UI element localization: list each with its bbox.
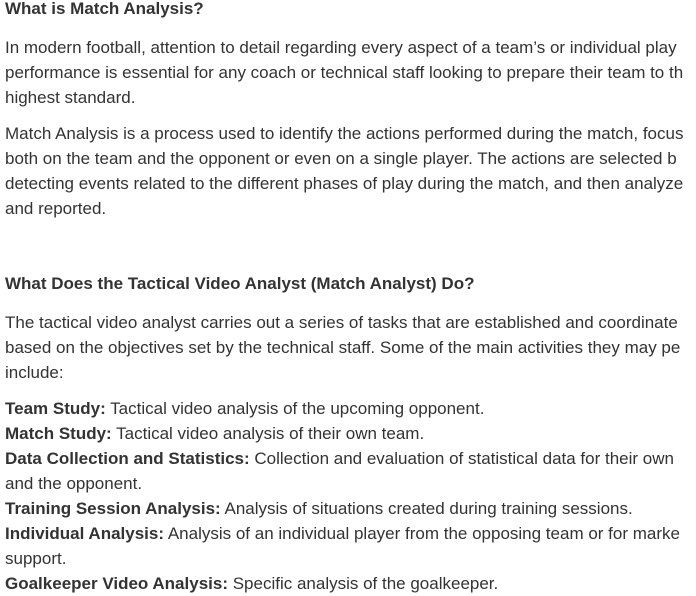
- list-item-training-analysis: [5, 496, 680, 521]
- list-item-line: [5, 446, 680, 471]
- list-item-match-study: [5, 421, 680, 446]
- list-item-line: [5, 396, 680, 421]
- paragraph-line: performance is essential for any coach or technical staff looking to prepare their team to th: [5, 63, 684, 82]
- list-item-description: Tactical video analysis of their own team.: [111, 424, 425, 443]
- list-item-term: Training Session Analysis:: [5, 499, 221, 518]
- list-item-line: [5, 521, 680, 546]
- list-item-team-study: [5, 396, 680, 421]
- paragraph-analyst-tasks: [5, 310, 680, 385]
- list-item-term: Team Study:: [5, 399, 106, 418]
- list-item-data-collection: [5, 446, 680, 496]
- list-item-goalkeeper-analysis: [5, 571, 680, 596]
- list-item-description: Specific analysis of the goalkeeper.: [227, 574, 499, 593]
- list-item-description: Analysis of situations created during training sessions.: [220, 499, 633, 518]
- paragraph-line: and reported.: [5, 199, 107, 218]
- list-item-term: Goalkeeper Video Analysis:: [5, 574, 228, 593]
- paragraph-line: Match Analysis is a process used to identify the actions performed during the match, focus: [5, 124, 684, 143]
- section-heading-match-analysis: What is Match Analysis?: [5, 0, 204, 18]
- paragraph-line: based on the objectives set by the technical staff. Some of the main activities they may pe: [5, 338, 681, 357]
- list-item-line: [5, 496, 680, 521]
- list-item-line: [5, 571, 680, 596]
- list-item-individual-analysis: [5, 521, 680, 571]
- list-item-description: Collection and evaluation of statistical data for their own: [249, 449, 674, 468]
- paragraph-line: include:: [5, 363, 64, 382]
- list-item-term: Individual Analysis:: [5, 524, 165, 543]
- list-item-term: Match Study:: [5, 424, 112, 443]
- paragraph-line: In modern football, attention to detail regarding every aspect of a team’s or individual play: [5, 38, 677, 57]
- paragraph-line: The tactical video analyst carries out a series of tasks that are established and coordinate: [5, 313, 678, 332]
- list-item-continuation: and the opponent.: [5, 474, 143, 493]
- paragraph-line: highest standard.: [5, 88, 136, 107]
- list-item-line: [5, 421, 680, 446]
- list-item-continuation: support.: [5, 549, 67, 568]
- section-heading-video-analyst: What Does the Tactical Video Analyst (Match Analyst) Do?: [5, 274, 475, 293]
- paragraph-line: detecting events related to the different phases of play during the match, and then analyze: [5, 174, 684, 193]
- paragraph-intro: [5, 35, 683, 110]
- paragraph-definition: [5, 121, 683, 221]
- list-item-description: Tactical video analysis of the upcoming opponent.: [105, 399, 485, 418]
- list-item-term: Data Collection and Statistics:: [5, 449, 250, 468]
- list-item-description: Analysis of an individual player from the opposing team or for marke: [164, 524, 680, 543]
- activity-list: [5, 396, 680, 596]
- paragraph-line: both on the team and the opponent or even on a single player. The actions are selected b: [5, 149, 677, 168]
